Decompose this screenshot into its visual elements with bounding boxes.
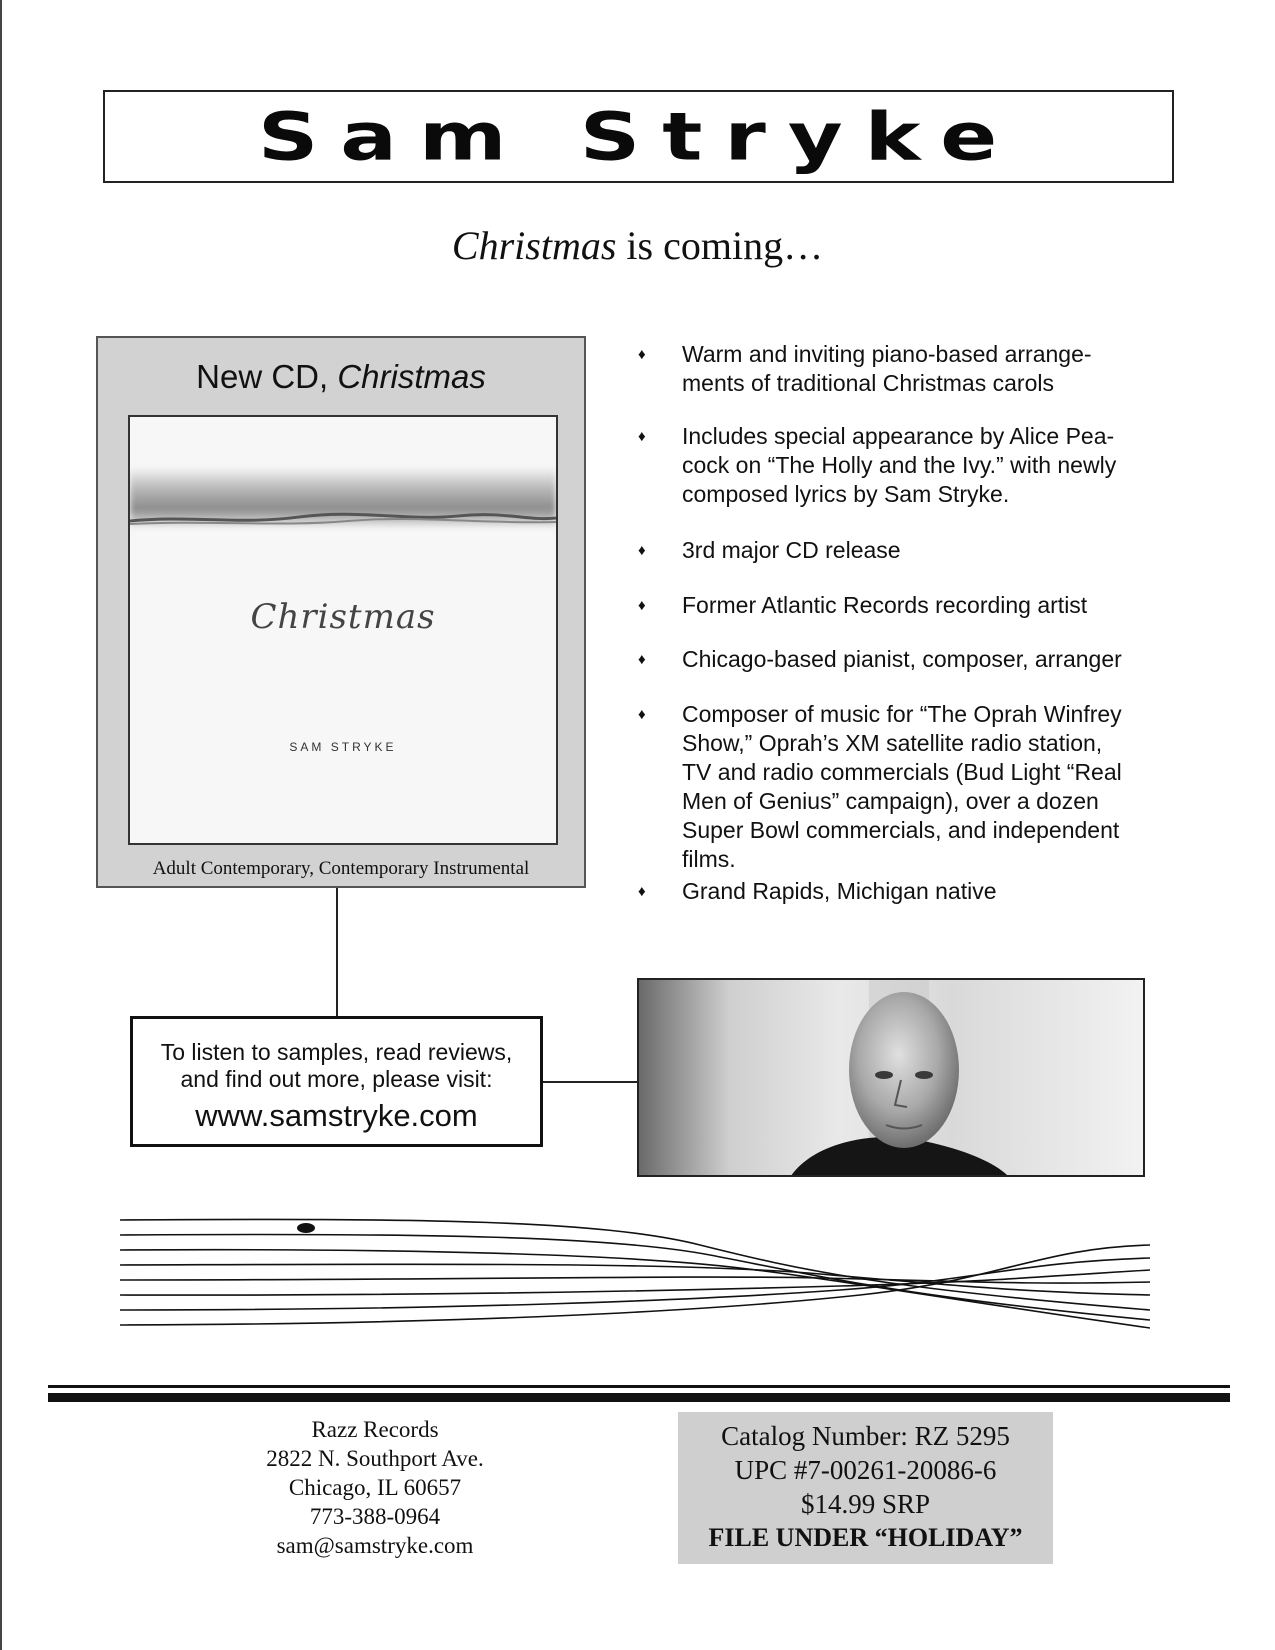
feature-text-line: Warm and inviting piano-based arrange-: [682, 341, 1092, 367]
connector-line-vertical: [336, 888, 338, 1016]
diamond-bullet-icon: ♦: [638, 706, 646, 723]
feature-text-line: cock on “The Holly and the Ivy.” with newly: [682, 452, 1117, 478]
visit-callout: [130, 1016, 543, 1147]
label-street: 2822 N. Southport Ave.: [266, 1446, 484, 1471]
feature-text-line: Chicago-based pianist, composer, arranger: [682, 646, 1122, 672]
feature-text: [682, 536, 1178, 565]
music-note-icon: [297, 1223, 315, 1233]
cd-heading-prefix: New CD,: [196, 358, 338, 395]
footer-rule-thick: [48, 1393, 1230, 1402]
feature-text-line: Super Bowl commercials, and independent: [682, 817, 1120, 843]
label-address: [200, 1415, 550, 1560]
artist-title-banner: [103, 90, 1174, 183]
feature-text: [682, 700, 1178, 874]
label-phone: 773-388-0964: [309, 1504, 441, 1529]
feature-text-line: Composer of music for “The Oprah Winfrey: [682, 701, 1122, 727]
connector-line-horizontal: [543, 1081, 637, 1083]
feature-text-line: composed lyrics by Sam Stryke.: [682, 481, 1010, 507]
feature-item: [638, 591, 1178, 620]
feature-text-line: Grand Rapids, Michigan native: [682, 878, 997, 904]
diamond-bullet-icon: ♦: [638, 346, 646, 363]
feature-text-line: 3rd major CD release: [682, 537, 901, 563]
visit-line-1: To listen to samples, read reviews,: [160, 1039, 513, 1065]
music-staff-decoration: [120, 1200, 1150, 1330]
feature-text: [682, 340, 1178, 398]
cover-horizon-ridge: [130, 509, 556, 539]
feature-item: [638, 877, 1178, 906]
cover-title: Christmas: [250, 597, 436, 637]
feature-item: [638, 422, 1178, 509]
catalog-number: Catalog Number: RZ 5295: [721, 1421, 1010, 1451]
diamond-bullet-icon: ♦: [638, 883, 646, 900]
cd-genre: Adult Contemporary, Contemporary Instrumental: [152, 858, 530, 879]
artist-portrait-graphic: [639, 980, 1145, 1177]
tagline-rest: is coming…: [616, 223, 824, 268]
diamond-bullet-icon: ♦: [638, 651, 646, 668]
diamond-bullet-icon: ♦: [638, 428, 646, 445]
file-under: FILE UNDER “HOLIDAY”: [708, 1523, 1023, 1552]
feature-text-line: Show,” Oprah’s XM satellite radio station,: [682, 730, 1103, 756]
feature-item: [638, 700, 1178, 874]
feature-text: [682, 591, 1178, 620]
feature-text-line: films.: [682, 846, 736, 872]
label-city: Chicago, IL 60657: [288, 1475, 462, 1500]
label-name: Razz Records: [311, 1417, 439, 1442]
cd-heading: [98, 358, 584, 396]
visit-line-2: and find out more, please visit:: [180, 1066, 493, 1092]
cd-panel: [96, 336, 586, 888]
footer-rule-thin: [48, 1385, 1230, 1388]
feature-item: [638, 536, 1178, 565]
cd-heading-title: Christmas: [337, 358, 486, 395]
feature-text-line: Former Atlantic Records recording artist: [682, 592, 1088, 618]
feature-text-line: ments of traditional Christmas carols: [682, 370, 1054, 396]
website-link[interactable]: www.samstryke.com: [195, 1098, 478, 1133]
feature-text-line: Men of Genius” campaign), over a dozen: [682, 788, 1099, 814]
feature-item: [638, 645, 1178, 674]
feature-text: [682, 877, 1178, 906]
cd-cover-art: [128, 415, 558, 845]
price: $14.99 SRP: [800, 1489, 931, 1519]
upc-code: UPC #7-00261-20086-6: [734, 1455, 997, 1485]
tagline-emphasis: Christmas: [451, 223, 617, 268]
label-email[interactable]: sam@samstryke.com: [276, 1533, 474, 1558]
feature-text-line: Includes special appearance by Alice Pea-: [682, 423, 1115, 449]
diamond-bullet-icon: ♦: [638, 597, 646, 614]
artist-name: Sam Stryke: [257, 98, 1020, 175]
feature-text-line: TV and radio commercials (Bud Light “Real: [682, 759, 1122, 785]
feature-item: [638, 340, 1178, 398]
feature-text: [682, 422, 1178, 509]
diamond-bullet-icon: ♦: [638, 542, 646, 559]
feature-text: [682, 645, 1178, 674]
tagline: [0, 222, 1275, 269]
artist-photo: [637, 978, 1145, 1177]
cover-artist: SAM STRYKE: [289, 740, 397, 754]
catalog-box: [678, 1412, 1053, 1564]
